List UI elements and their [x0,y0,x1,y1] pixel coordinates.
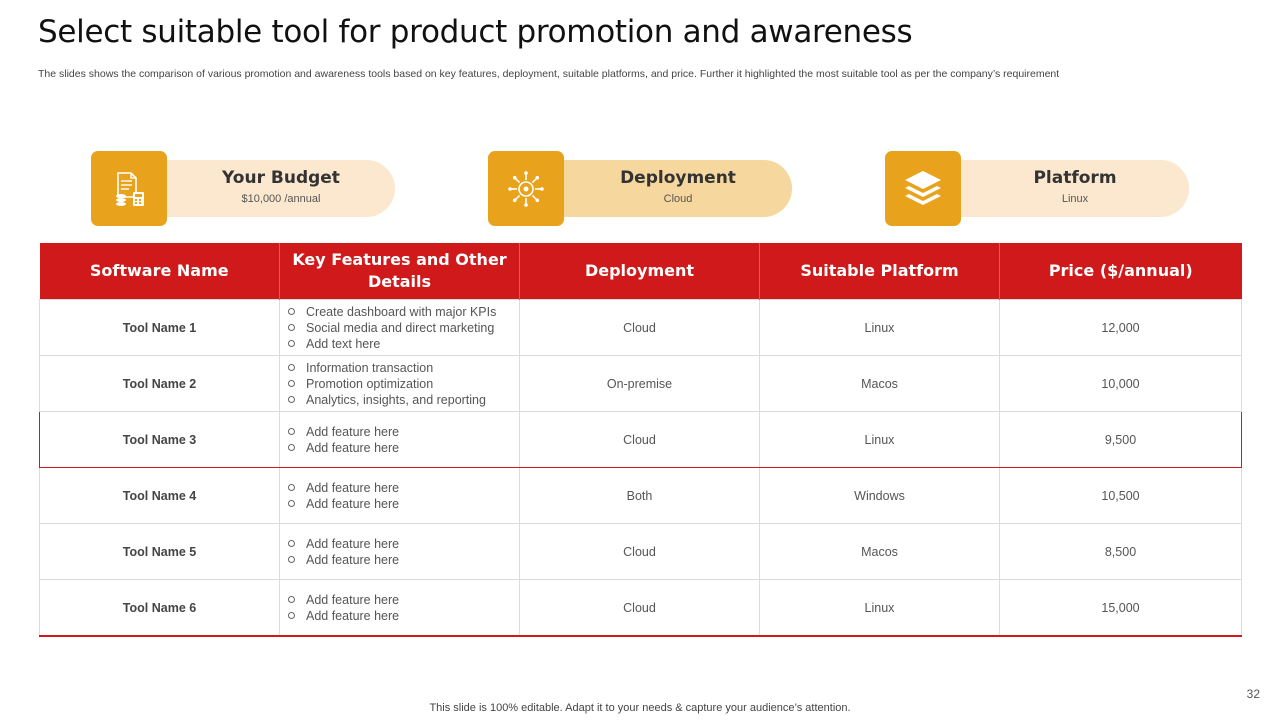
card-value: Cloud [663,193,693,205]
platform-cell: Linux [760,300,1000,356]
bullet-icon [288,364,295,371]
software-name-cell: Tool Name 3 [40,412,280,468]
software-name-cell: Tool Name 1 [40,300,280,356]
price-cell: 12,000 [1000,300,1242,356]
deployment-cell: Cloud [520,300,760,356]
card-title: Deployment [620,168,736,188]
deployment-cell: Cloud [520,580,760,637]
card-value: $10,000 /annual [241,193,321,205]
column-header: Suitable Platform [760,243,1000,300]
platform-cell: Macos [760,524,1000,580]
card-icon-box [488,151,564,226]
feature-item [286,536,513,552]
platform-cell: Linux [760,412,1000,468]
feature-item [286,320,513,336]
card-value: Linux [1061,193,1089,205]
feature-text: Social media and direct marketing [306,320,495,335]
price-cell: 10,500 [1000,468,1242,524]
feature-item [286,392,513,408]
bullet-icon [288,308,295,315]
deployment-cell: Both [520,468,760,524]
features-cell [280,468,520,524]
price-cell: 15,000 [1000,580,1242,637]
feature-text: Add text here [306,336,381,351]
features-cell [280,580,520,637]
footer-note: This slide is 100% editable. Adapt it to your needs & capture your audience’s attention. [429,702,851,714]
bullet-icon [288,340,295,347]
bullet-icon [288,500,295,507]
column-header: Software Name [40,243,280,300]
platform-cell: Linux [760,580,1000,637]
feature-item [286,552,513,568]
price-cell: 9,500 [1000,412,1242,468]
bullet-icon [288,484,295,491]
bullet-icon [288,596,295,603]
features-cell [280,300,520,356]
feature-item [286,336,513,352]
gear-icon [506,169,546,209]
card-budget [91,151,395,226]
feature-item [286,304,513,320]
feature-item [286,376,513,392]
feature-item [286,360,513,376]
software-name-cell: Tool Name 5 [40,524,280,580]
feature-item [286,496,513,512]
bullet-icon [288,428,295,435]
feature-text: Promotion optimization [306,376,434,391]
bullet-icon [288,556,295,563]
page-title: Select suitable tool for product promotion and awareness [38,14,913,50]
feature-text: Add feature here [306,496,400,511]
price-cell: 10,000 [1000,356,1242,412]
feature-text: Add feature here [306,592,400,607]
feature-text: Add feature here [306,440,400,455]
card-title: Your Budget [222,168,340,188]
table-row [40,580,1242,637]
feature-item [286,480,513,496]
card-icon-box [91,151,167,226]
feature-text: Create dashboard with major KPIs [306,304,497,319]
card-icon-box [885,151,961,226]
bullet-icon [288,324,295,331]
table-row [40,300,1242,356]
platform-cell: Windows [760,468,1000,524]
software-name-cell: Tool Name 4 [40,468,280,524]
deployment-cell: Cloud [520,412,760,468]
bullet-icon [288,444,295,451]
comparison-table [39,243,1242,637]
card-title: Platform [1033,168,1117,188]
bullet-icon [288,396,295,403]
table-header-row [40,243,1242,300]
bullet-icon [288,612,295,619]
layers-icon [901,167,945,211]
features-cell [280,412,520,468]
card-platform [885,151,1189,226]
table-row [40,356,1242,412]
column-header: Price ($/annual) [1000,243,1242,300]
page-subtitle: The slides shows the comparison of various promotion and awareness tools based on key features, deployment, suitable platforms, and price. Further it highlighted the most suitable tool as per the company’s requirement [38,68,1060,80]
feature-text: Information transaction [306,360,434,375]
deployment-cell: Cloud [520,524,760,580]
feature-item [286,608,513,624]
column-header: Key Features and Other Details [280,243,520,300]
feature-text: Add feature here [306,552,400,567]
column-header: Deployment [520,243,760,300]
software-name-cell: Tool Name 2 [40,356,280,412]
page-number: 32 [1246,687,1260,701]
price-cell: 8,500 [1000,524,1242,580]
feature-text: Add feature here [306,608,400,623]
budget-document-icon [109,169,149,209]
software-name-cell: Tool Name 6 [40,580,280,637]
table-row [40,468,1242,524]
feature-item [286,440,513,456]
feature-text: Add feature here [306,536,400,551]
features-cell [280,356,520,412]
features-cell [280,524,520,580]
deployment-cell: On-premise [520,356,760,412]
bullet-icon [288,540,295,547]
feature-item [286,592,513,608]
feature-text: Add feature here [306,424,400,439]
platform-cell: Macos [760,356,1000,412]
feature-text: Add feature here [306,480,400,495]
table-row [40,524,1242,580]
bullet-icon [288,380,295,387]
table-row-highlighted [40,412,1242,468]
feature-text: Analytics, insights, and reporting [306,392,486,407]
card-deployment [488,151,792,226]
feature-item [286,424,513,440]
